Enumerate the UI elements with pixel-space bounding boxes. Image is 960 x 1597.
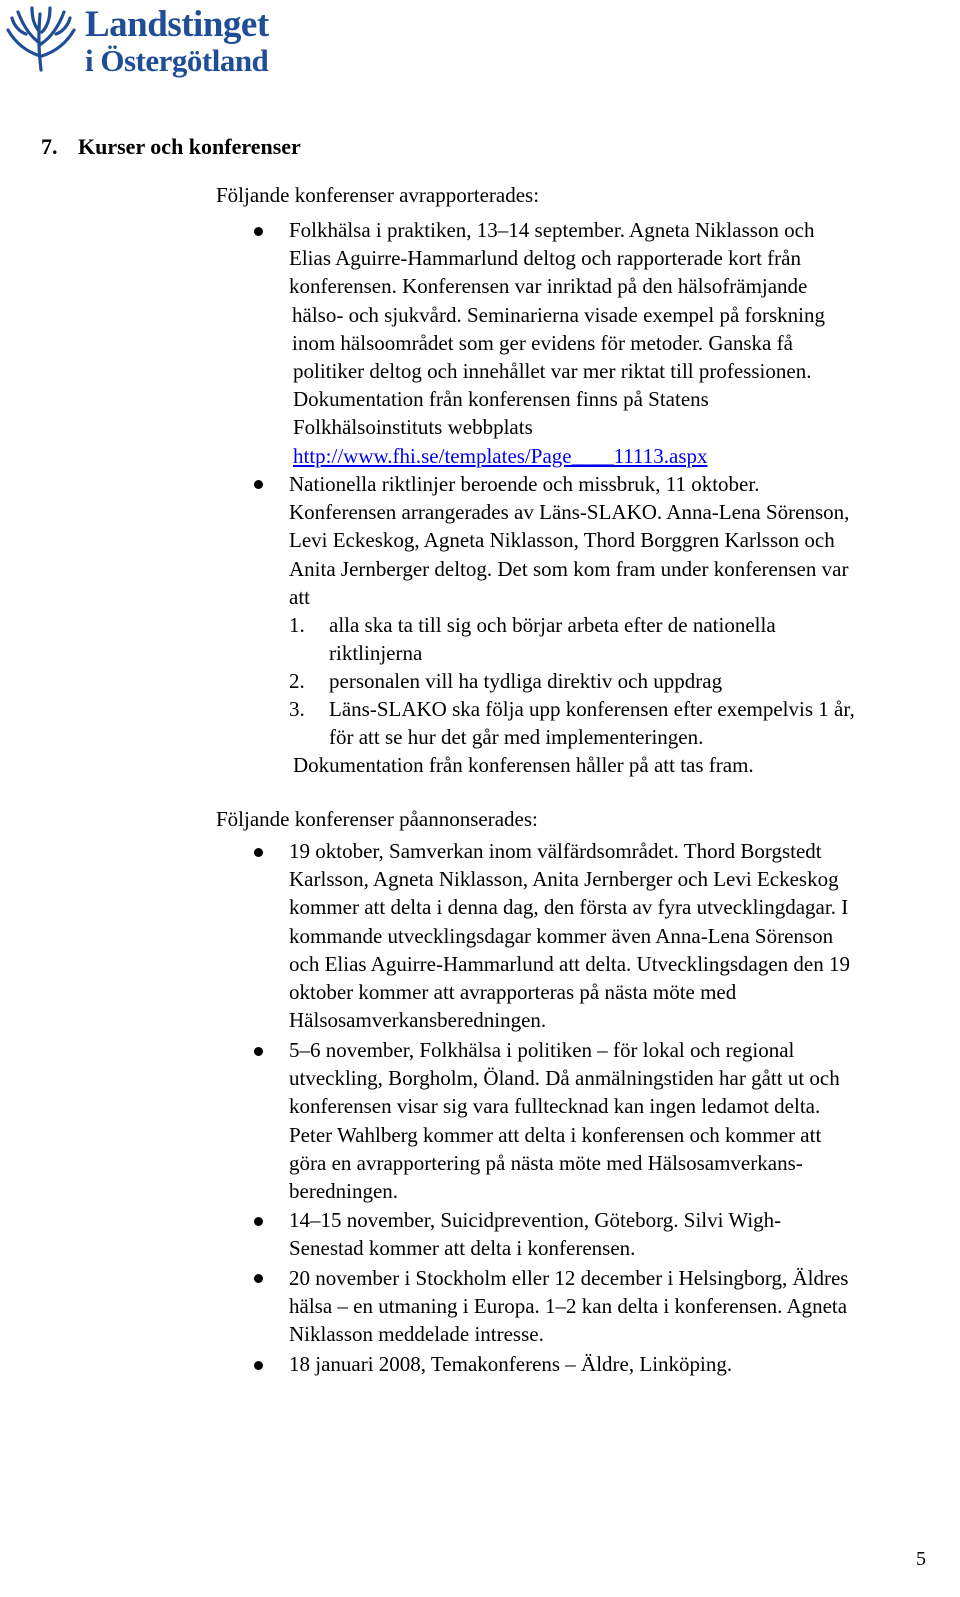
point-number: 2. [289, 669, 305, 693]
text-line: Dokumentation från konferensen håller på att tas fram. [293, 753, 754, 777]
section-heading [41, 134, 301, 160]
text-line: Senestad kommer att delta i konferensen. [289, 1236, 636, 1261]
text-line: oktober kommer att avrapporteras på nästa möte med [289, 979, 737, 1004]
logo-line-1: Landstinget [85, 4, 269, 45]
bullet-dot [254, 1217, 263, 1226]
text-line: Levi Eckeskog, Agneta Niklasson, Thord Borggren Karlsson och [289, 528, 835, 553]
numbered-point [289, 611, 776, 667]
text-line: göra en avrapportering på nästa möte med Hälsosamverkans- [289, 1150, 803, 1175]
bullet-dot [254, 480, 263, 489]
section-title: Kurser och konferenser [78, 134, 301, 159]
text-line: Elias Aguirre-Hammarlund deltog och rapporterade kort från [289, 246, 801, 271]
text-line: Konferensen arrangerades av Läns-SLAKO. Anna-Lena Sörenson, [289, 500, 850, 525]
point-text: riktlinjerna [329, 641, 423, 666]
text-line: konferensen. Konferensen var inriktad på den hälsofrämjande [289, 274, 808, 299]
reported-closing [293, 751, 953, 779]
point-number: 1. [289, 613, 305, 637]
text-line: 19 oktober, Samverkan inom välfärdsområdet. Thord Borgstedt [289, 839, 822, 863]
announced-item [289, 1206, 949, 1262]
point-text: personalen vill ha tydliga direktiv och uppdrag [329, 669, 723, 693]
text-line: Folkhälsoinstituts webbplats [293, 415, 533, 440]
logo-line-2: i Östergötland [85, 43, 269, 78]
text-line: inom hälsoområdet som ger evidens för metoder. Ganska få [292, 330, 793, 355]
text-line: och Elias Aguirre-Hammarlund att delta. Utvecklingsdagen den 19 [289, 951, 851, 976]
landstinget-emblem-icon [4, 4, 78, 76]
reported-item-riktlinjer [289, 470, 949, 611]
point-text: för att se hur det går med implementeringen. [329, 725, 704, 750]
text-line: kommer att delta i denna dag, den första av fyra utvecklingdagar. I [289, 895, 849, 920]
text-line: att [289, 584, 310, 609]
bullet-dot [254, 848, 263, 857]
text-line: utveckling, Borgholm, Öland. Då anmälningstiden har gått ut och [289, 1066, 840, 1091]
text-line: Peter Wahlberg kommer att delta i konferensen och kommer att [289, 1122, 822, 1147]
text-line: 5–6 november, Folkhälsa i politiken – för lokal och regional [289, 1038, 795, 1062]
text-line: hälsa – en utmaning i Europa. 1–2 kan delta i konferensen. Agneta [289, 1294, 848, 1319]
page-number: 5 [916, 1548, 926, 1570]
text-line: beredningen. [289, 1178, 399, 1203]
fhi-link[interactable]: http://www.fhi.se/templates/Page____11113.aspx [293, 443, 708, 468]
announced-item [289, 837, 949, 1034]
text-line: hälso- och sjukvård. Seminarierna visade exempel på forskning [292, 302, 826, 327]
text-line: Folkhälsa i praktiken, 13–14 september. Agneta Niklasson och [289, 218, 815, 242]
text-line: 14–15 november, Suicidprevention, Göteborg. Silvi Wigh- [289, 1208, 782, 1232]
announced-item [289, 1036, 949, 1205]
text-line: Niklasson meddelade intresse. [289, 1322, 544, 1347]
landstinget-logo [4, 4, 304, 78]
bullet-dot [254, 227, 263, 236]
text-line: politiker deltog och innehållet var mer riktat till professionen. [293, 358, 812, 383]
point-number: 3. [289, 697, 305, 721]
numbered-point [289, 695, 855, 751]
point-text: Läns-SLAKO ska följa upp konferensen efter exempelvis 1 år, [329, 697, 855, 721]
text-line: 20 november i Stockholm eller 12 december i Helsingborg, Äldres [289, 1266, 849, 1290]
bullet-dot [254, 1274, 263, 1283]
announced-item [289, 1264, 949, 1349]
text-line: kommande utvecklingsdagar kommer även Anna-Lena Sörenson [289, 923, 834, 948]
point-text: alla ska ta till sig och börjar arbeta efter de nationella [329, 613, 776, 637]
section-number: 7. [41, 134, 58, 159]
numbered-point [289, 667, 722, 695]
text-line: Hälsosamverkansberedningen. [289, 1008, 547, 1033]
announced-intro: Följande konferenser påannonserades: [216, 807, 538, 831]
text-line: Anita Jernberger deltog. Det som kom fram under konferensen var [289, 556, 849, 581]
logo-wordmark [85, 6, 269, 76]
announced-item [289, 1350, 949, 1378]
text-line: Dokumentation från konferensen finns på Statens [293, 387, 709, 412]
text-line: 18 januari 2008, Temakonferens – Äldre, Linköping. [289, 1352, 733, 1376]
text-line: Karlsson, Agneta Niklasson, Anita Jernberger och Levi Eckeskog [289, 867, 839, 892]
reported-item-folkhalsa [289, 216, 949, 470]
reported-intro: Följande konferenser avrapporterades: [216, 183, 540, 207]
text-line: konferensen visar sig vara fulltecknad kan ingen ledamot delta. [289, 1094, 821, 1119]
text-line: Nationella riktlinjer beroende och missbruk, 11 oktober. [289, 472, 760, 496]
bullet-dot [254, 1361, 263, 1370]
bullet-dot [254, 1047, 263, 1056]
